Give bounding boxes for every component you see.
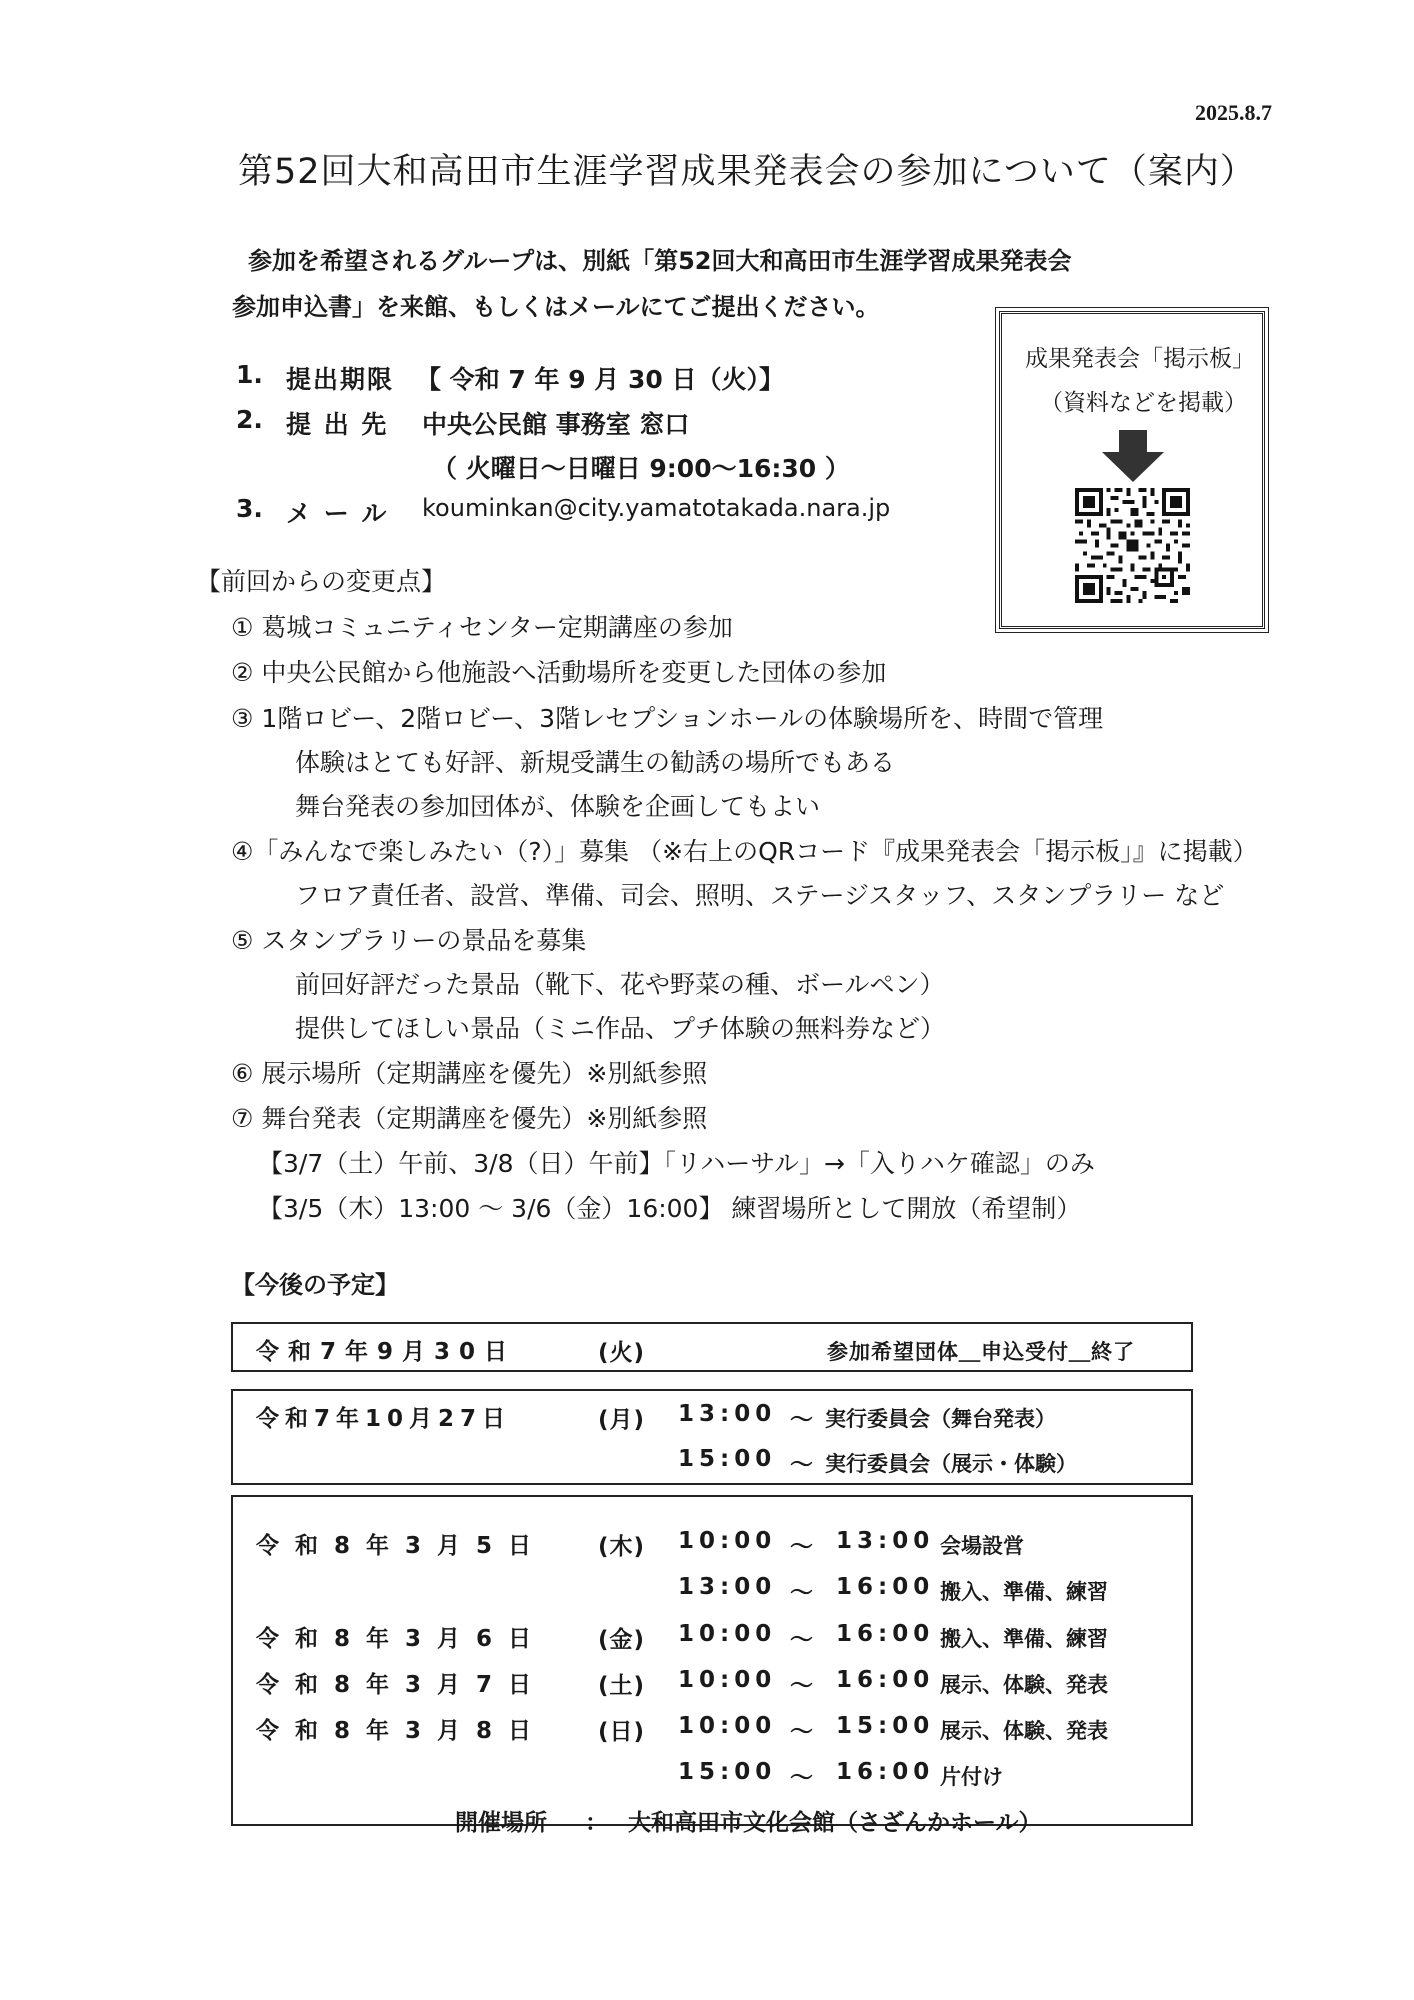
changes-title: 【前回からの変更点】: [196, 567, 447, 596]
sched-r6-tilde-2: ～: [790, 1765, 818, 1791]
deadline-value: 【 令和 7 年 9 月 30 日（火）】: [416, 365, 785, 394]
sched-r2-activity-2: 実行委員会（展示・体験）: [825, 1452, 1077, 1476]
sched-r2-day: (月): [598, 1407, 646, 1433]
change-5-sub-1: 前回好評だった景品（靴下、花や野菜の種、ボールペン）: [295, 970, 945, 999]
sched-r4-time-start: 10:00: [678, 1621, 777, 1647]
deadline-number: 1.: [236, 360, 263, 389]
mail-address: kouminkan@city.yamatotakada.nara.jp: [422, 494, 891, 522]
change-3-sub-2: 舞台発表の参加団体が、体験を企画してもよい: [295, 792, 821, 821]
sched-r6-activity-2: 片付け: [940, 1765, 1003, 1789]
sched-r1-date: 令和7年9月30日: [256, 1339, 517, 1365]
mail-label: メ ー ル: [286, 499, 389, 528]
sched-r6-time-end: 15:00: [836, 1713, 935, 1739]
sched-r5-time-start: 10:00: [678, 1667, 777, 1693]
sched-r2-tilde-2: ～: [790, 1452, 818, 1478]
change-3-sub-1: 体験はとても好評、新規受講生の勧誘の場所でもある: [295, 748, 896, 777]
sched-r3-date: 令和8年3月5日: [256, 1533, 548, 1559]
sched-r1-activity: 参加希望団体＿申込受付＿終了: [827, 1340, 1135, 1364]
sched-r3-time-1-start: 10:00: [678, 1528, 777, 1554]
sched-r4-day: (金): [598, 1627, 646, 1653]
change-2: ② 中央公民館から他施設へ活動場所を変更した団体の参加: [231, 658, 887, 687]
sched-r6-time-2-start: 15:00: [678, 1759, 777, 1785]
destination-label: 提 出 先: [286, 410, 389, 439]
sched-r3-time-2-start: 13:00: [678, 1574, 777, 1600]
change-7-sub-2: 【3/5（木）13:00 ～ 3/6（金）16:00】 練習場所として開放（希望制）: [258, 1194, 1082, 1223]
sched-r5-time-end: 16:00: [836, 1667, 935, 1693]
sched-r6-tilde: ～: [790, 1719, 818, 1745]
sched-r2-tilde-1: ～: [790, 1407, 818, 1433]
sched-r2-activity-1: 実行委員会（舞台発表）: [825, 1407, 1056, 1431]
change-4: ④「みんなで楽しみたい（?）」募集 （※右上のQRコード『成果発表会「掲示板」』に掲載）: [231, 837, 1258, 866]
sched-r5-activity: 展示、体験、発表: [940, 1673, 1108, 1697]
sched-r3-tilde-2: ～: [790, 1580, 818, 1606]
sched-r6-day: (日): [598, 1719, 646, 1745]
sched-r2-time-1: 13:00: [678, 1401, 777, 1427]
change-7-sub-1: 【3/7（土）午前、3/8（日）午前】「リハーサル」→「入りハケ確認」のみ: [258, 1149, 1095, 1178]
destination-value: 中央公民館 事務室 窓口: [422, 410, 690, 439]
office-hours: （ 火曜日～日曜日 9:00～16:30 ）: [432, 454, 850, 483]
sched-r3-activity-1: 会場設営: [940, 1534, 1024, 1558]
change-4-sub-1: フロア責任者、設営、準備、司会、照明、ステージスタッフ、スタンプラリー など: [295, 881, 1225, 910]
change-6: ⑥ 展示場所（定期講座を優先）※別紙参照: [231, 1059, 708, 1088]
sched-r5-day: (土): [598, 1673, 646, 1699]
intro-line-1: 参加を希望されるグループは、別紙「第52回大和高田市生涯学習成果発表会: [248, 247, 1072, 275]
sched-r2-date: 令和7年10月27日: [256, 1406, 512, 1432]
sched-r6-activity: 展示、体験、発表: [940, 1719, 1108, 1743]
change-1: ① 葛城コミュニティセンター定期講座の参加: [231, 613, 733, 642]
change-5-sub-2: 提供してほしい景品（ミニ作品、プチ体験の無料券など）: [295, 1014, 946, 1043]
sched-r4-tilde: ～: [790, 1627, 818, 1653]
change-5: ⑤ スタンプラリーの景品を募集: [231, 926, 587, 955]
document-date: 2025.8.7: [1195, 100, 1272, 125]
sched-r5-tilde: ～: [790, 1673, 818, 1699]
deadline-label: 提出期限: [286, 365, 395, 394]
intro-line-2: 参加申込書」を来館、もしくはメールにてご提出ください。: [232, 293, 880, 321]
schedule-title: 【今後の予定】: [231, 1271, 399, 1299]
sched-r6-time-2-end: 16:00: [836, 1759, 935, 1785]
venue-label: 開催場所: [455, 1810, 547, 1836]
sched-r4-time-end: 16:00: [836, 1621, 935, 1647]
page-title: 第52回大和高田市生涯学習成果発表会の参加について（案内）: [238, 152, 1256, 192]
venue-colon: ：: [585, 1810, 608, 1836]
qr-caption-sub: （資料などを掲載）: [1040, 390, 1247, 416]
sched-r4-activity: 搬入、準備、練習: [940, 1627, 1108, 1651]
qr-code-icon[interactable]: [1075, 488, 1190, 607]
change-7: ⑦ 舞台発表（定期講座を優先）※別紙参照: [231, 1104, 708, 1133]
destination-number: 2.: [236, 405, 263, 434]
sched-r3-time-2-end: 16:00: [836, 1574, 935, 1600]
sched-r3-tilde-1: ～: [790, 1534, 818, 1560]
sched-r3-time-1-end: 13:00: [836, 1528, 935, 1554]
sched-r3-activity-2: 搬入、準備、練習: [940, 1580, 1108, 1604]
qr-caption-title: 成果発表会「掲示板」: [1025, 346, 1255, 372]
sched-r5-date: 令和8年3月7日: [256, 1672, 548, 1698]
change-3: ③ 1階ロビー、2階ロビー、3階レセプションホールの体験場所を、時間で管理: [231, 704, 1104, 733]
down-arrow-icon: [1102, 430, 1164, 486]
sched-r6-time-start: 10:00: [678, 1713, 777, 1739]
mail-number: 3.: [236, 494, 263, 523]
sched-r2-time-2: 15:00: [678, 1446, 777, 1472]
sched-r1-day: (火): [598, 1340, 646, 1366]
sched-r4-date: 令和8年3月6日: [256, 1626, 548, 1652]
venue-value: 大和高田市文化会館（さざんかホール）: [628, 1810, 1042, 1836]
sched-r6-date: 令和8年3月8日: [256, 1718, 548, 1744]
sched-r3-day: (木): [598, 1534, 646, 1560]
